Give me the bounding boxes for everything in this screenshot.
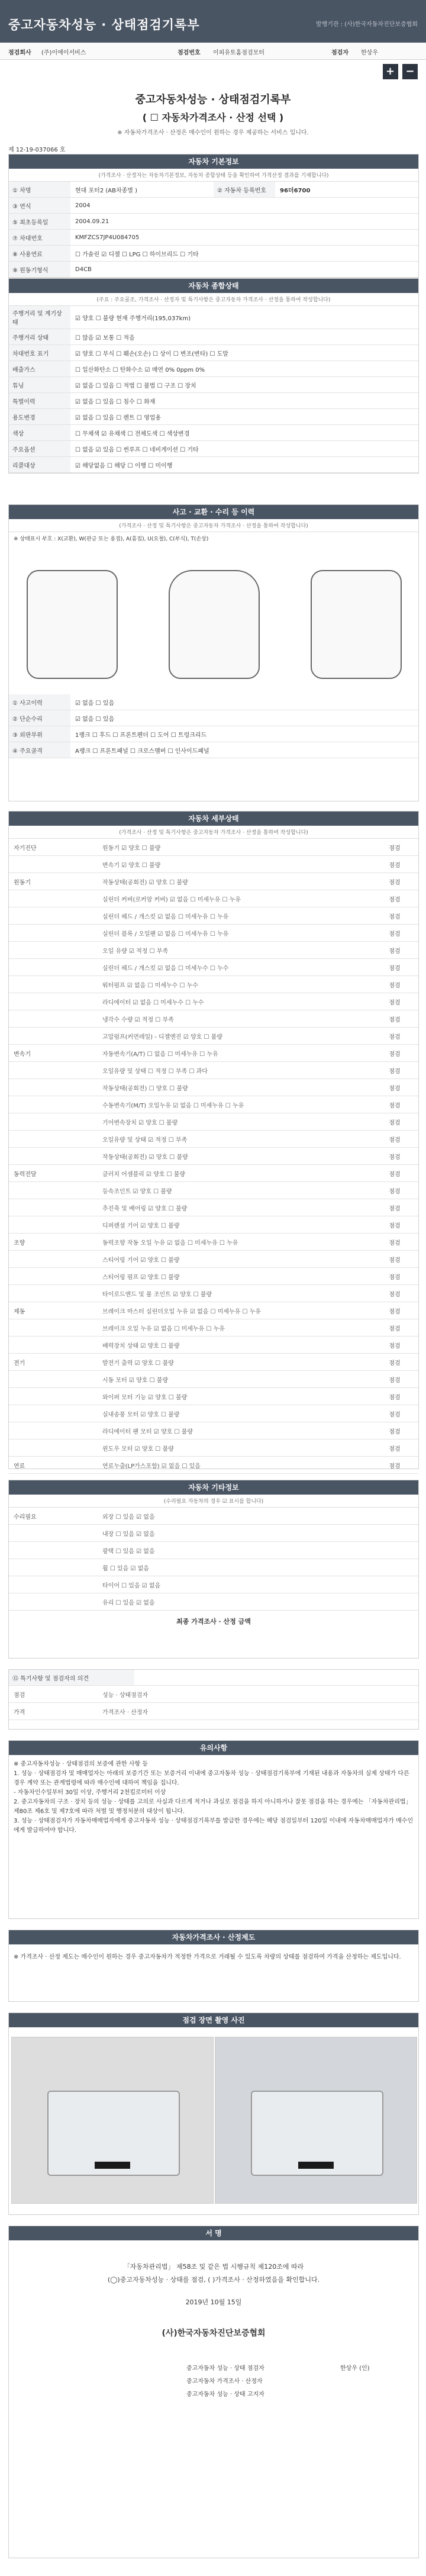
report-document [8,85,418,156]
sign-role: 중고자동차 가격조사 · 산정자 [186,2378,263,2385]
detail-section [8,811,419,1469]
sign-text-2: (◯)중고자동차성능 · 상태를 점검, ( )가격조사 · 산정하였음을 확인합니다. [107,2276,320,2284]
detail-row [9,1319,418,1337]
detail-c3: 점검 [389,1102,401,1109]
plate-shape [298,2162,334,2169]
accident-label: ① 사고이력 [9,694,70,710]
accident-rows [9,694,418,758]
detail-c3: 점검 [389,1274,401,1281]
extra-c2: 휠 ☐ 있음 ☑ 없음 [102,1565,149,1572]
detail-c2: 라디에이터 팬 모터 ☑ 양호 ☐ 불량 [102,1428,193,1435]
status-row [9,393,418,409]
detail-c2: 작동상태(공회전) ☑ 양호 ☐ 불량 [102,879,188,886]
meta-label-company: 점검회사 [8,50,31,56]
basic-value: 2004 [75,202,91,209]
detail-c3: 점검 [389,896,401,903]
detail-c3: 점검 [389,1257,401,1264]
detail-c3: 점검 [389,1154,401,1161]
accident-value: 1랭크 ☐ 후드 ☐ 프론트펜더 ☐ 도어 ☐ 트렁크리드 [75,732,207,739]
detail-c3: 점검 [389,1119,401,1126]
detail-note: (가격조사 · 산정 및 특기사항은 중고자동차 가격조사 · 산정을 통하여 작성합니다) [9,826,418,839]
detail-c2: 시동 모터 ☑ 양호 ☐ 불량 [102,1377,169,1384]
extra-row [9,1576,418,1593]
detail-c3: 점검 [389,1222,401,1229]
status-row [9,409,418,425]
detail-row [9,1405,418,1422]
detail-c2: 브레이크 마스터 실린더오일 누유 ☑ 없음 ☐ 미세누유 ☐ 누유 [102,1308,262,1315]
detail-c2: 동력조향 작동 오일 누유 ☑ 없음 ☐ 미세누유 ☐ 누유 [102,1239,238,1247]
sign-section [8,2226,419,2558]
status-section [8,278,419,474]
meta-label-inspector: 점검자 [331,50,348,56]
detail-row [9,839,418,856]
basic-row [9,182,418,198]
detail-c2: 라디에이터 ☑ 없음 ☐ 미세누수 ☐ 누수 [102,999,204,1006]
plate-shape [95,2162,130,2169]
extra-heading: 자동차 기타정보 [9,1480,418,1495]
meta-value-number: 이피유토홈점검모터 [213,50,264,56]
sign-heading: 서 명 [9,2226,418,2240]
accident-label: ③ 외판부위 [9,726,70,742]
basic-row [9,262,418,278]
opinion-value [134,1675,418,1680]
notice-heading: 유의사항 [9,1741,418,1755]
status-row [9,377,418,393]
report-note: ※ 자동차가격조사 · 산정은 매수인이 원하는 경우 제공하는 서비스 입니다. [117,130,309,136]
basic-label: ⑨ 원동기형식 [9,262,70,277]
meta-value-inspector: 한상우 [361,50,378,56]
detail-c2: 실린더 헤드 / 개스킷 ☑ 없음 ☐ 미세누수 ☐ 누수 [102,965,229,972]
accident-legend: ※ 상태표시 부호 : X(교환), W(판금 또는 용접), A(흠집), U(요철), C(부식), T(손상) [14,536,209,542]
detail-row [9,890,418,907]
status-value: ☑ 양호 ☐ 부식 ☐ 훼손(오손) ☐ 상이 ☐ 변조(변타) ☐ 도말 [75,350,228,358]
detail-c1: 동력전달 [14,1171,37,1178]
basic-row [9,198,418,214]
accident-label: ② 단순수리 [9,710,70,726]
detail-row [9,907,418,925]
photo-rear [215,2037,417,2204]
sign-date: 2019년 10월 15일 [185,2298,242,2306]
detail-c1: 원동기 [14,879,31,886]
status-value: ☑ 없음 ☐ 있음 ☐ 적법 ☐ 불법 ☐ 구조 ☐ 장치 [75,382,196,389]
detail-c2: 스티어링 펌프 ☑ 양호 ☐ 불량 [102,1274,180,1281]
banner-title: 중고자동차성능 · 상태점검기록부 [8,18,200,32]
car-top-view [169,570,260,679]
detail-c3: 점검 [389,948,401,955]
detail-c2: 연료누출(LP가스포함) ☑ 없음 ☐ 있음 [102,1463,201,1470]
detail-c2: 오일유량 및 상태 ☑ 적정 ☐ 부족 [102,1136,188,1144]
status-label: 주행거리 상태 [9,329,70,344]
extra-row [9,1559,418,1576]
detail-row [9,1199,418,1216]
detail-c2: 윈도우 모터 ☑ 양호 ☐ 불량 [102,1445,174,1453]
detail-c3: 점검 [389,1411,401,1418]
detail-c2: 워터펌프 ☑ 없음 ☐ 미세누수 ☐ 누수 [102,982,198,989]
accident-row [9,726,418,742]
status-value: ☐ 많음 ☑ 보통 ☐ 적음 [75,334,135,342]
basic-label: ③ 연식 [9,198,70,213]
detail-row [9,856,418,873]
sign-names [340,2362,370,2375]
accident-row [9,742,418,758]
detail-c2: 수동변속기(M/T) 오일누유 ☑ 없음 ☐ 미세누유 ☐ 누유 [102,1102,244,1109]
detail-c3: 점검 [389,999,401,1006]
notice-line: 2. 중고자동차의 구조 · 장치 등의 성능 · 상태를 고의로 사실과 다르게 적거나 과실로 점검을 하지 아니하거나 잘못 점검을 하는 경우에는 「자동차관리법」 제80조 제6호 및 제7호에 따라 처벌 및 행정처분의 대상이 됩니다. [14,1799,412,1815]
car-left-view [27,570,118,679]
status-label: 특별이력 [9,393,70,408]
detail-row [9,1422,418,1440]
status-label: 용도변경 [9,409,70,424]
basic-value: 현대 포터2 (AB차종별 ) [75,187,138,194]
accident-value: ☑ 없음 ☐ 있음 [75,700,115,707]
detail-list [9,839,418,1474]
status-value: ☐ 일산화탄소 ☐ 탄화수소 ☑ 매연 0% 0ppm 0% [75,366,205,373]
photo-front [11,2037,214,2204]
status-value: ☐ 무채색 ☑ 유채색 ☐ 전체도색 ☐ 색상변경 [75,430,190,437]
detail-c2: 등속조인트 ☑ 양호 ☐ 불량 [102,1188,172,1195]
detail-row [9,1079,418,1096]
detail-c3: 점검 [389,1377,401,1384]
report-title: 중고자동차성능 · 상태점검기록부 [135,94,291,106]
basic-label: ⑧ 사용연료 [9,246,70,261]
detail-c2: 스티어링 기어 ☑ 양호 ☐ 불량 [102,1257,180,1264]
sign-roles [186,2362,264,2401]
status-value: ☐ 없음 ☑ 있음 ☐ 썬루프 ☐ 네비게이션 ☐ 기타 [75,446,199,453]
detail-c2: 오일 유량 ☑ 적정 ☐ 부족 [102,948,169,955]
detail-c3: 점검 [389,1308,401,1315]
status-row [9,345,418,361]
notice-line: - 자동차인수일부터 30일 이상, 주행거리 2천킬로미터 이상 [14,1789,166,1796]
detail-c1: 조향 [14,1239,25,1247]
detail-c1: 자기진단 [14,845,37,852]
detail-c3: 점검 [389,1085,401,1092]
detail-c3: 점검 [389,1463,401,1470]
status-row [9,425,418,441]
photo-heading: 점검 장면 촬영 사진 [9,2013,418,2027]
price-system-body: ※ 가격조사 · 산정 제도는 매수인이 원하는 경우 중고자동차가 적정한 가격으로 거래될 수 있도록 차량의 상태를 점검하여 가격을 산정하는 제도입니다. [14,1954,401,1960]
status-row [9,306,418,329]
detail-c3: 점검 [389,1051,401,1058]
detail-row [9,1285,418,1302]
detail-heading: 자동차 세부상태 [9,812,418,826]
photo-section [8,2012,419,2215]
final-price-label: 최종 가격조사 · 산정 금액 [176,1618,251,1625]
detail-c3: 점검 [389,1360,401,1367]
detail-row [9,873,418,890]
detail-c3: 점검 [389,1394,401,1401]
detail-row [9,942,418,959]
detail-c2: 작동상태(공회전) ☐ 양호 ☐ 불량 [102,1085,188,1092]
detail-c2: 발전기 출력 ☑ 양호 ☐ 불량 [102,1360,174,1367]
detail-c3: 점검 [389,845,401,852]
detail-c3: 점검 [389,965,401,972]
detail-c3: 점검 [389,1291,401,1298]
detail-c3: 점검 [389,1068,401,1075]
detail-row [9,1028,418,1045]
detail-c3: 점검 [389,982,401,989]
detail-c3: 점검 [389,1033,401,1041]
status-row [9,329,418,345]
vehicle-diagram [9,558,418,688]
detail-c3: 점검 [389,879,401,886]
extra-section [8,1480,419,1659]
opinion-section [8,1669,419,1730]
status-label: 튜닝 [9,377,70,392]
extra-c2: 타이어 ☐ 있음 ☑ 없음 [102,1582,161,1589]
notice-line: 3. 성능 · 상태점검자가 자동차매매업자에게 중고자동차 성능 · 상태점검기록부를 발급한 경우에는 해당 점검일부터 120일 이내에 자동차매매업자가 매수인에게 발급하여야 합니다. [14,1818,414,1834]
sign-organization: (사)한국자동차진단보증협회 [162,2329,266,2338]
detail-c3: 점검 [389,1325,401,1332]
accident-row [9,694,418,710]
detail-c3: 점검 [389,1205,401,1212]
detail-c2: 실린더 커버(로커암 커버) ☑ 없음 ☐ 미세누유 ☐ 누유 [102,896,241,903]
detail-row [9,1096,418,1113]
detail-c2: 추진축 및 베어링 ☑ 양호 ☐ 불량 [102,1205,188,1212]
accident-value: A랭크 ☐ 프론트패널 ☐ 크로스멤버 ☐ 인사이드패널 [75,748,209,755]
detail-c3: 점검 [389,1445,401,1453]
detail-c2: 고압펌프(커먼레일) - 디젤엔진 ☑ 양호 ☐ 불량 [102,1033,222,1041]
detail-c2: 디퍼렌셜 기어 ☑ 양호 ☐ 불량 [102,1222,180,1229]
accident-note: (가격조사 · 산정 및 특기사항은 중고자동차 가격조사 · 산정을 통하여 작성합니다) [9,519,418,532]
basic-value: KMFZCS7JP4U084705 [75,234,140,241]
detail-row [9,1354,418,1371]
doc-row [9,1703,418,1720]
zoom-tools [380,64,418,79]
status-note: (주요 : 주요골조, 가격조사 · 산정자 및 특기사항은 중고자동차 가격조사 · 산정을 통하여 작성합니다) [9,293,418,306]
reg-no-value: 96더6700 [280,187,311,194]
top-banner [0,0,426,43]
detail-c1: 제동 [14,1308,25,1315]
opinion-list [9,1686,418,1720]
detail-c3: 점검 [389,1016,401,1023]
detail-row [9,993,418,1010]
report-subtitle: ( ☐ 자동차가격조사 · 산정 선택 ) [142,112,284,123]
detail-row [9,1371,418,1388]
detail-row [9,925,418,942]
detail-row [9,1440,418,1457]
detail-row [9,1010,418,1028]
detail-c2: 브레이크 오일 누유 ☑ 없음 ☐ 미세누유 ☐ 누유 [102,1325,225,1332]
notice-body [9,1755,418,1840]
basic-label: ⑤ 최초등록일 [9,214,70,229]
accident-label: ④ 주요골격 [9,742,70,758]
detail-row [9,1234,418,1251]
basic-row [9,246,418,262]
status-label: 주행거리 및 계기상태 [9,306,70,329]
detail-c3: 점검 [389,1136,401,1144]
extra-list [9,1508,418,1611]
detail-c2: 실린더 헤드 / 개스킷 ☑ 없음 ☐ 미세누유 ☐ 누유 [102,913,229,920]
detail-row [9,1388,418,1405]
detail-c3: 점검 [389,1428,401,1435]
detail-c3: 점검 [389,930,401,938]
price-system-section [8,1930,419,2002]
doc-c1: 가격 [14,1709,25,1716]
detail-c2: 냉각수 수량 ☑ 적정 ☐ 부족 [102,1016,174,1023]
doc-c1: 점검 [14,1692,25,1699]
detail-c3: 점검 [389,1239,401,1247]
notice-section [8,1740,419,1919]
extra-c2: 외장 ☐ 있음 ☑ 없음 [102,1514,155,1521]
basic-row [9,214,418,230]
status-value: ☑ 없음 ☐ 있음 ☐ 침수 ☐ 화재 [75,398,156,405]
status-row [9,457,418,473]
detail-row [9,1165,418,1182]
opinion-label: ⑮ 특기사항 및 점검자의 의견 [9,1670,134,1685]
extra-c1: 수리필요 [14,1514,37,1521]
zoom-in-button[interactable]: + [383,64,398,79]
detail-c3: 점검 [389,1342,401,1350]
doc-row [9,1686,418,1703]
basic-row [9,230,418,246]
status-row [9,361,418,377]
detail-c3: 점검 [389,862,401,869]
basic-value: D4CB [75,266,92,273]
status-label: 리콜대상 [9,457,70,472]
detail-row [9,1268,418,1285]
detail-row [9,1457,418,1474]
extra-row [9,1525,418,1542]
meta-label-number: 점검번호 [178,50,201,56]
status-label: 주요옵션 [9,441,70,456]
detail-c3: 점검 [389,1171,401,1178]
basic-label: ① 차명 [9,182,70,197]
status-label: 색상 [9,425,70,440]
status-value: ☑ 없음 ☐ 있음 ☐ 렌트 ☐ 영업용 [75,414,162,421]
detail-c2: 배력장치 상태 ☑ 양호 ☐ 불량 [102,1342,180,1350]
sign-role: 중고자동차 성능 · 상태 고지자 [186,2391,264,2398]
accident-section [8,504,419,801]
extra-row [9,1542,418,1559]
accident-value: ☑ 없음 ☐ 있음 [75,716,115,723]
status-value: ☑ 해당없음 ☐ 해당 ☐ 이행 ☐ 미이행 [75,462,173,469]
detail-row [9,1216,418,1234]
opinion-row [9,1670,418,1686]
reg-no-label: ② 자동차 등록번호 [214,182,275,197]
detail-row [9,1302,418,1319]
basic-value: ☐ 가솔린 ☑ 디젤 ☐ LPG ☐ 하이브리드 ☐ 기타 [75,251,199,258]
extra-c2: 광택 ☐ 있음 ☑ 없음 [102,1548,155,1555]
detail-c2: 타이로드엔드 및 볼 조인트 ☑ 양호 ☐ 불량 [102,1291,212,1298]
detail-c2: 변속기 ☑ 양호 ☐ 불량 [102,862,161,869]
detail-row [9,1062,418,1079]
price-system-heading: 자동차가격조사 · 산정제도 [9,1930,418,1944]
sign-name: 한상우 [340,2365,357,2372]
detail-c2: 와이퍼 모터 기능 ☑ 양호 ☐ 불량 [102,1394,188,1401]
notice-line: 1. 성능 · 상태점검자 및 매매업자는 아래의 보증기간 또는 보증거리 이내에 중고자동차 성능 · 상태점검기록부에 기재된 내용과 자동차의 실제 상태가 다른 경우 계약 또는 관계법령에 따라 매수인에 대하여 책임을 집니다. [14,1770,409,1786]
detail-row [9,1337,418,1354]
extra-row [9,1508,418,1525]
detail-row [9,1182,418,1199]
accident-heading: 사고 · 교환 · 수리 등 이력 [9,505,418,519]
detail-c1: 전기 [14,1360,25,1367]
extra-c2: 유리 ☐ 있음 ☑ 없음 [102,1599,155,1606]
detail-c2: 작동상태(공회전) ☑ 양호 ☐ 불량 [102,1154,188,1161]
sign-seal: (인) [359,2365,370,2372]
sign-role: 중고자동차 성능 · 상태 점검자 [186,2365,264,2372]
detail-row [9,976,418,993]
basic-info-note: (가격조사 · 산정자는 자동차기본정보, 자동차 종합상태 등을 확인하여 가격산정 결과를 기재합니다) [9,169,418,182]
basic-info-section [8,154,419,278]
detail-c3: 점검 [389,913,401,920]
banner-issuer: 발행기관 : (사)한국자동차진단보증협회 [315,21,418,28]
sign-text: 「자동차관리법」 제58조 및 같은 법 시행규칙 제120조에 따라 [123,2263,304,2271]
basic-value: 2004.09.21 [75,218,109,225]
detail-c2: 기어변속장치 ☑ 양호 ☐ 불량 [102,1119,178,1126]
document-number: 제 12-19-037066 호 [8,147,66,153]
detail-c3: 점검 [389,1188,401,1195]
car-right-view [311,570,402,679]
detail-row [9,1148,418,1165]
detail-row [9,1045,418,1062]
accident-row [9,710,418,726]
status-label: 배출가스 [9,361,70,376]
detail-row [9,1131,418,1148]
doc-c2: 성능 · 상태점검자 [102,1692,149,1699]
zoom-out-button[interactable]: − [402,64,418,79]
inspection-meta-bar [0,43,426,60]
status-label: 차대번호 표기 [9,345,70,360]
detail-c2: 원동기 ☑ 양호 ☐ 불량 [102,845,161,852]
extra-note: (수리필요 자동차의 경우 ☑ 표시를 합니다) [9,1495,418,1508]
detail-c2: 실내송풍 모터 ☑ 양호 ☐ 불량 [102,1411,180,1418]
meta-value-company: (주)이에이서비스 [41,50,86,56]
detail-c2: 자동변속기(A/T) ☐ 없음 ☐ 미세누유 ☐ 누유 [102,1051,218,1058]
detail-c2: 클러치 어셈블리 ☑ 양호 ☐ 불량 [102,1171,186,1178]
extra-row [9,1593,418,1611]
status-row [9,441,418,457]
detail-row [9,1251,418,1268]
detail-row [9,1113,418,1131]
detail-c1: 변속기 [14,1051,31,1058]
detail-c1: 연료 [14,1463,25,1470]
status-heading: 자동차 종합상태 [9,279,418,293]
extra-c2: 내장 ☐ 있음 ☑ 없음 [102,1531,155,1538]
doc-c2: 가격조사 · 산정자 [102,1709,149,1716]
detail-c2: 오일유량 및 상태 ☐ 적정 ☐ 부족 ☐ 과다 [102,1068,208,1075]
basic-info-heading: 자동차 기본정보 [9,154,418,169]
basic-label: ⑦ 차대번호 [9,230,70,245]
detail-row [9,959,418,976]
notice-line: ※ 중고자동차성능 · 상태점검의 보증에 관한 사항 등 [14,1761,149,1767]
detail-c2: 실린더 블록 / 오일팬 ☑ 없음 ☐ 미세누유 ☐ 누유 [102,930,229,938]
status-value: ☑ 양호 ☐ 불량 현재 주행거리(195,037km) [75,315,191,322]
